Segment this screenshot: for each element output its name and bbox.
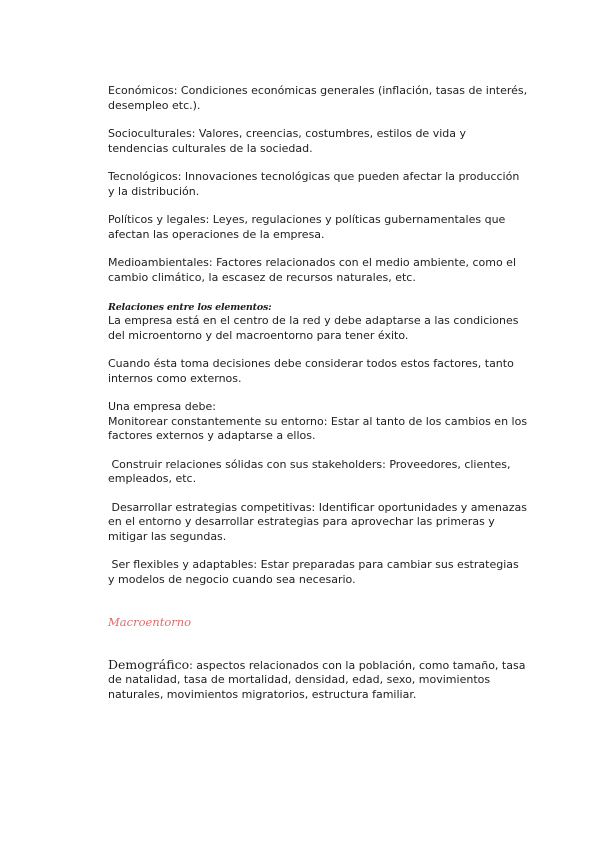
paragraph-politicos: Políticos y legales: Leyes, regulaciones y políticas gubernamentales que afectan las operaciones de la empresa. — [108, 213, 506, 241]
demografico-label: Demográfico — [108, 656, 190, 672]
paragraph-relations-2: Cuando ésta toma decisiones debe considerar todos estos factores, tanto internos como externos. — [108, 357, 514, 385]
paragraph-tecnologicos: Tecnológicos: Innovaciones tecnológicas que pueden afectar la producción y la distribución. — [108, 170, 520, 198]
paragraph-socioculturales: Socioculturales: Valores, creencias, costumbres, estilos de vida y tendencias culturales de la sociedad. — [108, 127, 466, 155]
paragraph-relations-1: La empresa está en el centro de la red y debe adaptarse a las condiciones del microentorno y del macroentorno para tener éxito. — [108, 314, 519, 342]
paragraph-demografico — [108, 658, 528, 703]
paragraph-monitorear: Monitorear constantemente su entorno: Estar al tanto de los cambios en los factores externos y adaptarse a ellos. — [108, 414, 528, 442]
paragraph-estrategias: Desarrollar estrategias competitivas: Identificar oportunidades y amenazas en el entorno y desarrollar estrategias para aprovechar las primeras y mitigar las segundas. — [108, 500, 531, 543]
document-body — [108, 84, 531, 702]
paragraph-relaciones-solidas: Construir relaciones sólidas con sus stakeholders: Proveedores, clientes, empleados, etc. — [108, 457, 515, 485]
paragraph-medioambientales: Medioambientales: Factores relacionados con el medio ambiente, como el cambio climático, la escasez de recursos naturales, etc. — [108, 256, 516, 284]
macroentorno-heading: Macroentorno — [108, 615, 192, 629]
company-intro: Una empresa debe: — [108, 400, 216, 413]
paragraph-flexibles: Ser flexibles y adaptables: Estar preparadas para cambiar sus estrategias y modelos de negocio cuando sea necesario. — [108, 558, 523, 586]
paragraph-economicos: Económicos: Condiciones económicas generales (inflación, tasas de interés, desempleo etc.). — [108, 84, 528, 112]
relations-heading: Relaciones entre los elementos: — [108, 302, 272, 313]
demografico-text: : aspectos relacionados con la población, como tamaño, tasa de natalidad, tasa de mortalidad, densidad, edad, sexo, movimientos naturales, movimientos migratorios, estructura familiar. — [108, 658, 526, 701]
